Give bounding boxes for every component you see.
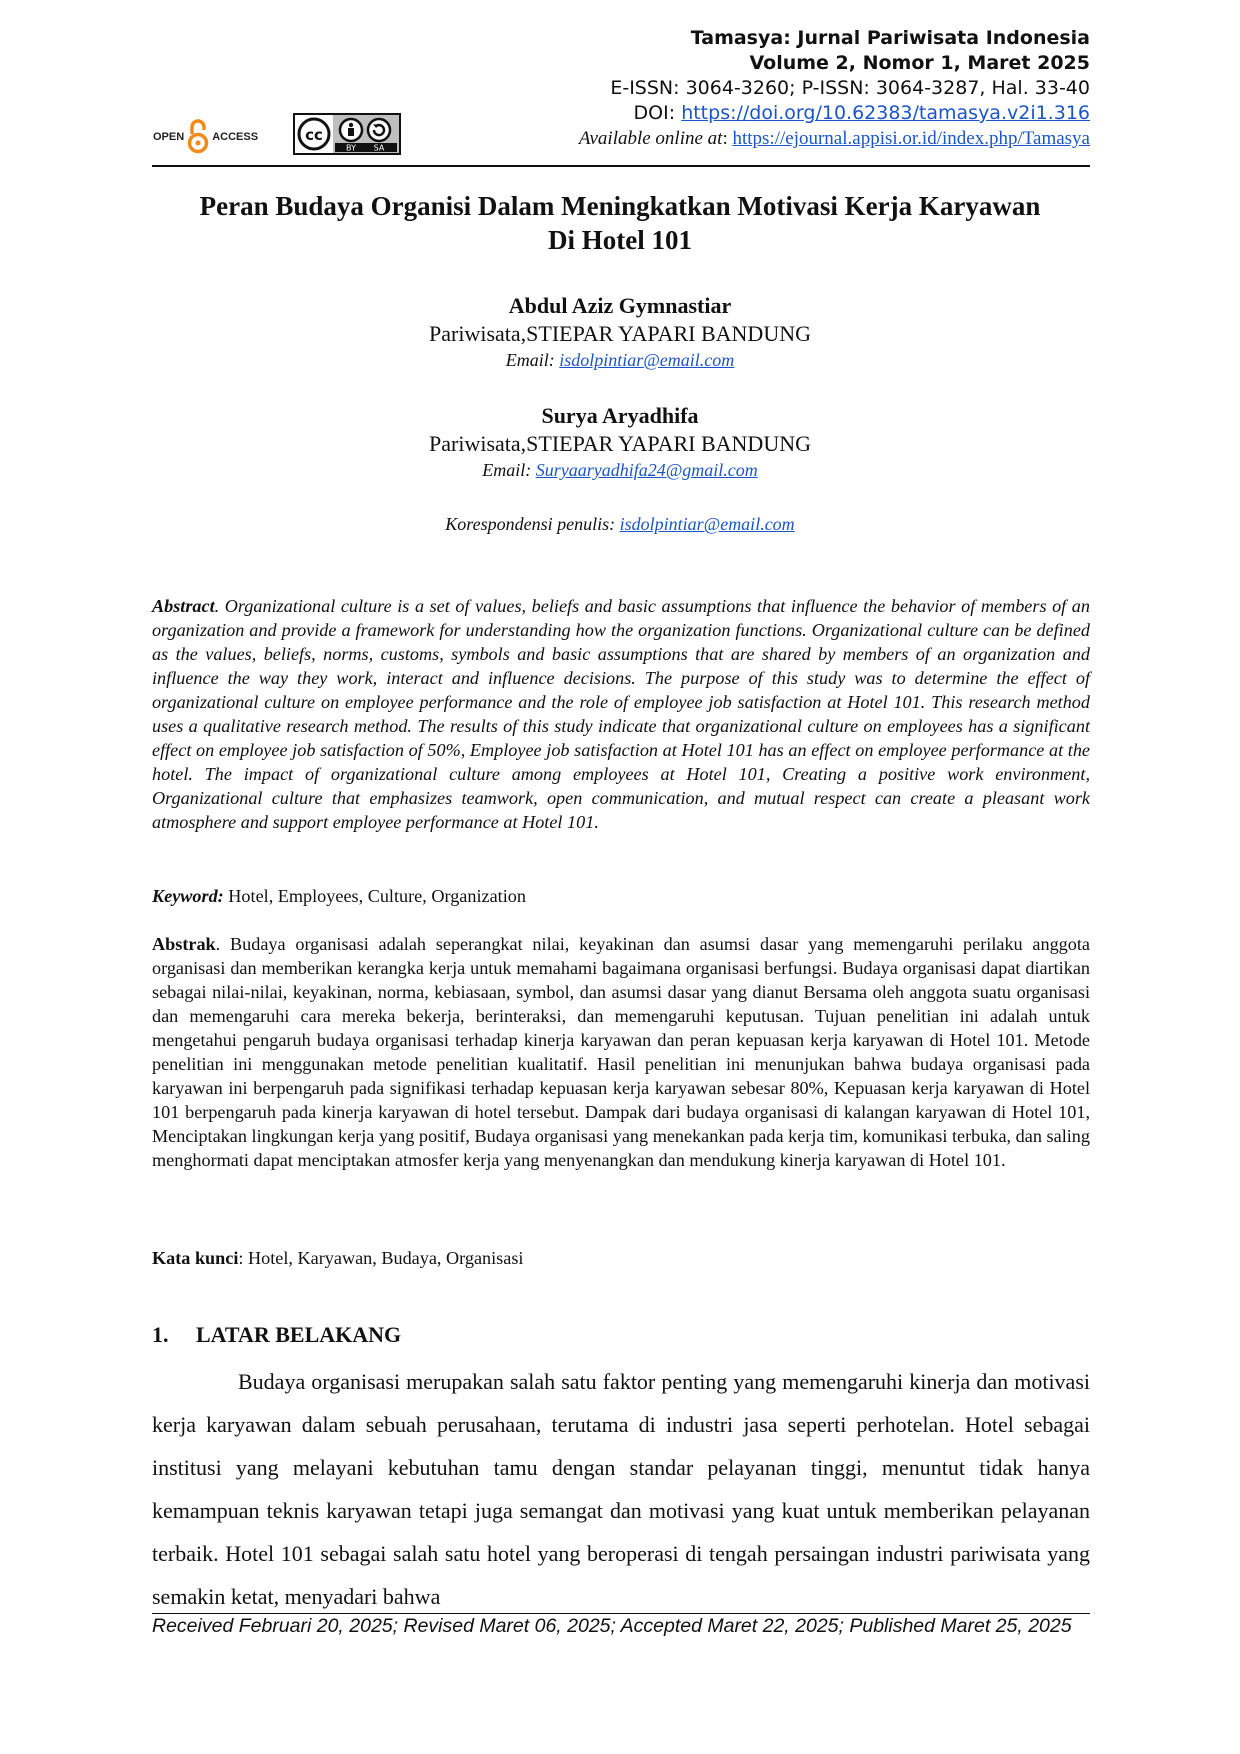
doi-label: DOI: (633, 102, 682, 124)
available-line (370, 126, 1090, 151)
journal-header (370, 26, 1090, 151)
open-access-right-text: ACCESS (212, 131, 259, 143)
cc-by-sa-license-badge (293, 113, 401, 155)
doi-link[interactable]: https://doi.org/10.62383/tamasya.v2i1.316 (681, 102, 1090, 124)
header-divider (152, 165, 1090, 167)
correspondence-line (140, 512, 1100, 536)
journal-issn: E-ISSN: 3064-3260; P-ISSN: 3064-3287, Hal. 33-40 (610, 77, 1090, 99)
keyword-label: Keyword: (152, 886, 224, 906)
email-label: Email: (505, 350, 560, 370)
correspondence-label: Korespondensi penulis: (445, 514, 620, 534)
kata-kunci-text: : Hotel, Karyawan, Budaya, Organisasi (238, 1248, 524, 1268)
author-email-link[interactable]: isdolpintiar@email.com (559, 350, 735, 370)
open-access-lock-icon (187, 118, 209, 157)
keywords-indonesian (152, 1246, 1090, 1270)
open-access-left-text: OPEN (153, 131, 185, 143)
author-email-link[interactable]: Suryaaryadhifa24@gmail.com (535, 460, 758, 480)
section-title: LATAR BELAKANG (196, 1322, 402, 1347)
correspondence-email-link[interactable]: isdolpintiar@email.com (619, 514, 795, 534)
abstrak-label: Abstrak (152, 934, 216, 954)
svg-text:cc: cc (305, 126, 323, 144)
available-separator: : (722, 128, 733, 149)
author-affiliation: Pariwisata,STIEPAR YAPARI BANDUNG (429, 321, 811, 346)
paper-title (140, 189, 1100, 257)
available-label: Available online at (578, 128, 723, 149)
abstract-label: Abstract (152, 596, 215, 616)
keyword-text: Hotel, Employees, Culture, Organization (223, 886, 526, 906)
author-name: Surya Aryadhifa (541, 403, 699, 428)
abstract-text: . Organizational culture is a set of values, beliefs and basic assumptions that influence the behavior of members of an organization and provide a framework for understanding how the organization functions. Organizational culture can be defined as the values, beliefs, norms, customs, symbols and basic assumptions that are shared by members of an organization and influence the way they work, interact and influence decisions. The purpose of this study was to determine the effect of organizational culture on employee performance and the role of employee job satisfaction at Hotel 101. This research method uses a qualitative research method. The results of this study indicate that organizational culture on employees has a significant effect on employee job satisfaction of 50%, Employee job satisfaction at Hotel 101 has an effect on employee performance at the hotel. The impact of organizational culture among employees at Hotel 101, Creating a positive work environment, Organizational culture that emphasizes teamwork, open communication, and mutual respect can create a pleasant work atmosphere and support employee performance at Hotel 101. (152, 596, 1090, 832)
email-label: Email: (482, 460, 536, 480)
author-email-line (140, 348, 1100, 372)
body-paragraph: Budaya organisasi merupakan salah satu faktor penting yang memengaruhi kinerja dan motivasi kerja karyawan dalam sebuah perusahaan, terutama di industri jasa seperti perhotelan. Hotel sebagai institusi yang melayani kebutuhan tamu dengan standar pelayanan tinggi, menuntut tidak hanya kemampuan teknis karyawan tetapi juga semangat dan motivasi yang kuat untuk memberikan pelayanan terbaik. Hotel 101 sebagai salah satu hotel yang beroperasi di tengah persaingan industri pariwisata yang semakin ketat, menyadari bahwa (152, 1369, 1090, 1609)
paper-title-line-2: Di Hotel 101 (548, 225, 692, 255)
abstract-indonesian (152, 932, 1090, 1172)
journal-volume: Volume 2, Nomor 1, Maret 2025 (749, 52, 1090, 74)
author-email-line (140, 458, 1100, 482)
cc-by-label: BY (346, 143, 356, 153)
abstract-english (152, 594, 1090, 834)
section-heading (152, 1321, 1090, 1349)
cc-sa-label: SA (373, 143, 385, 153)
author-block-2 (140, 402, 1100, 482)
open-access-logo (153, 117, 258, 157)
share-alike-icon (368, 119, 390, 141)
doi-line (370, 101, 1090, 126)
kata-kunci-label: Kata kunci (152, 1248, 239, 1268)
author-affiliation: Pariwisata,STIEPAR YAPARI BANDUNG (429, 431, 811, 456)
journal-url-link[interactable]: https://ejournal.appisi.or.id/index.php/Tamasya (732, 128, 1090, 149)
paper-title-line-1: Peran Budaya Organisi Dalam Meningkatkan Motivasi Kerja Karyawan (199, 191, 1041, 221)
keywords-english (152, 884, 1090, 908)
publication-dates-footer: Received Februari 20, 2025; Revised Maret 06, 2025; Accepted Maret 22, 2025; Published Maret 25, 2025 (152, 1615, 1072, 1637)
section-number: 1. (152, 1322, 169, 1347)
journal-name: Tamasya: Jurnal Pariwisata Indonesia (690, 27, 1090, 49)
author-block-1 (140, 292, 1100, 372)
author-name: Abdul Aziz Gymnastiar (508, 293, 732, 318)
abstrak-text: . Budaya organisasi adalah seperangkat nilai, keyakinan dan asumsi dasar yang memengaruhi perilaku anggota organisasi dan memberikan kerangka kerja untuk memahami bagaimana organisasi berfungsi. Budaya organisasi dapat diartikan sebagai nilai-nilai, keyakinan, norma, kebiasaan, symbol, dan asumsi dasar yang dianut Bersama oleh anggota suatu organisasi dan memengaruhi cara mereka bekerja, berinteraksi, dan memengaruhi keputusan. Tujuan penelitian ini adalah untuk mengetahui pengaruh budaya organisasi terhadap kinerja karyawan dan peran kepuasan kerja karyawan di Hotel 101. Metode penelitian ini menggunakan metode penelitian kualitatif. Hasil penelitian ini menunjukan bahwa budaya organisasi pada karyawan ini berpengaruh pada signifikasi terhadap kepuasan kerja karyawan sebesar 80%, Kepuasan kerja karyawan di Hotel 101 berpengaruh pada kinerja karyawan di hotel tersebut. Dampak dari budaya organisasi di kalangan karyawan di Hotel 101, Menciptakan lingkungan kerja yang positif, Budaya organisasi yang menekankan pada kerja tim, komunikasi terbuka, dan saling menghormati dapat menciptakan atmosfer kerja yang menyenangkan dan mendukung kinerja karyawan di Hotel 101. (152, 934, 1090, 1170)
